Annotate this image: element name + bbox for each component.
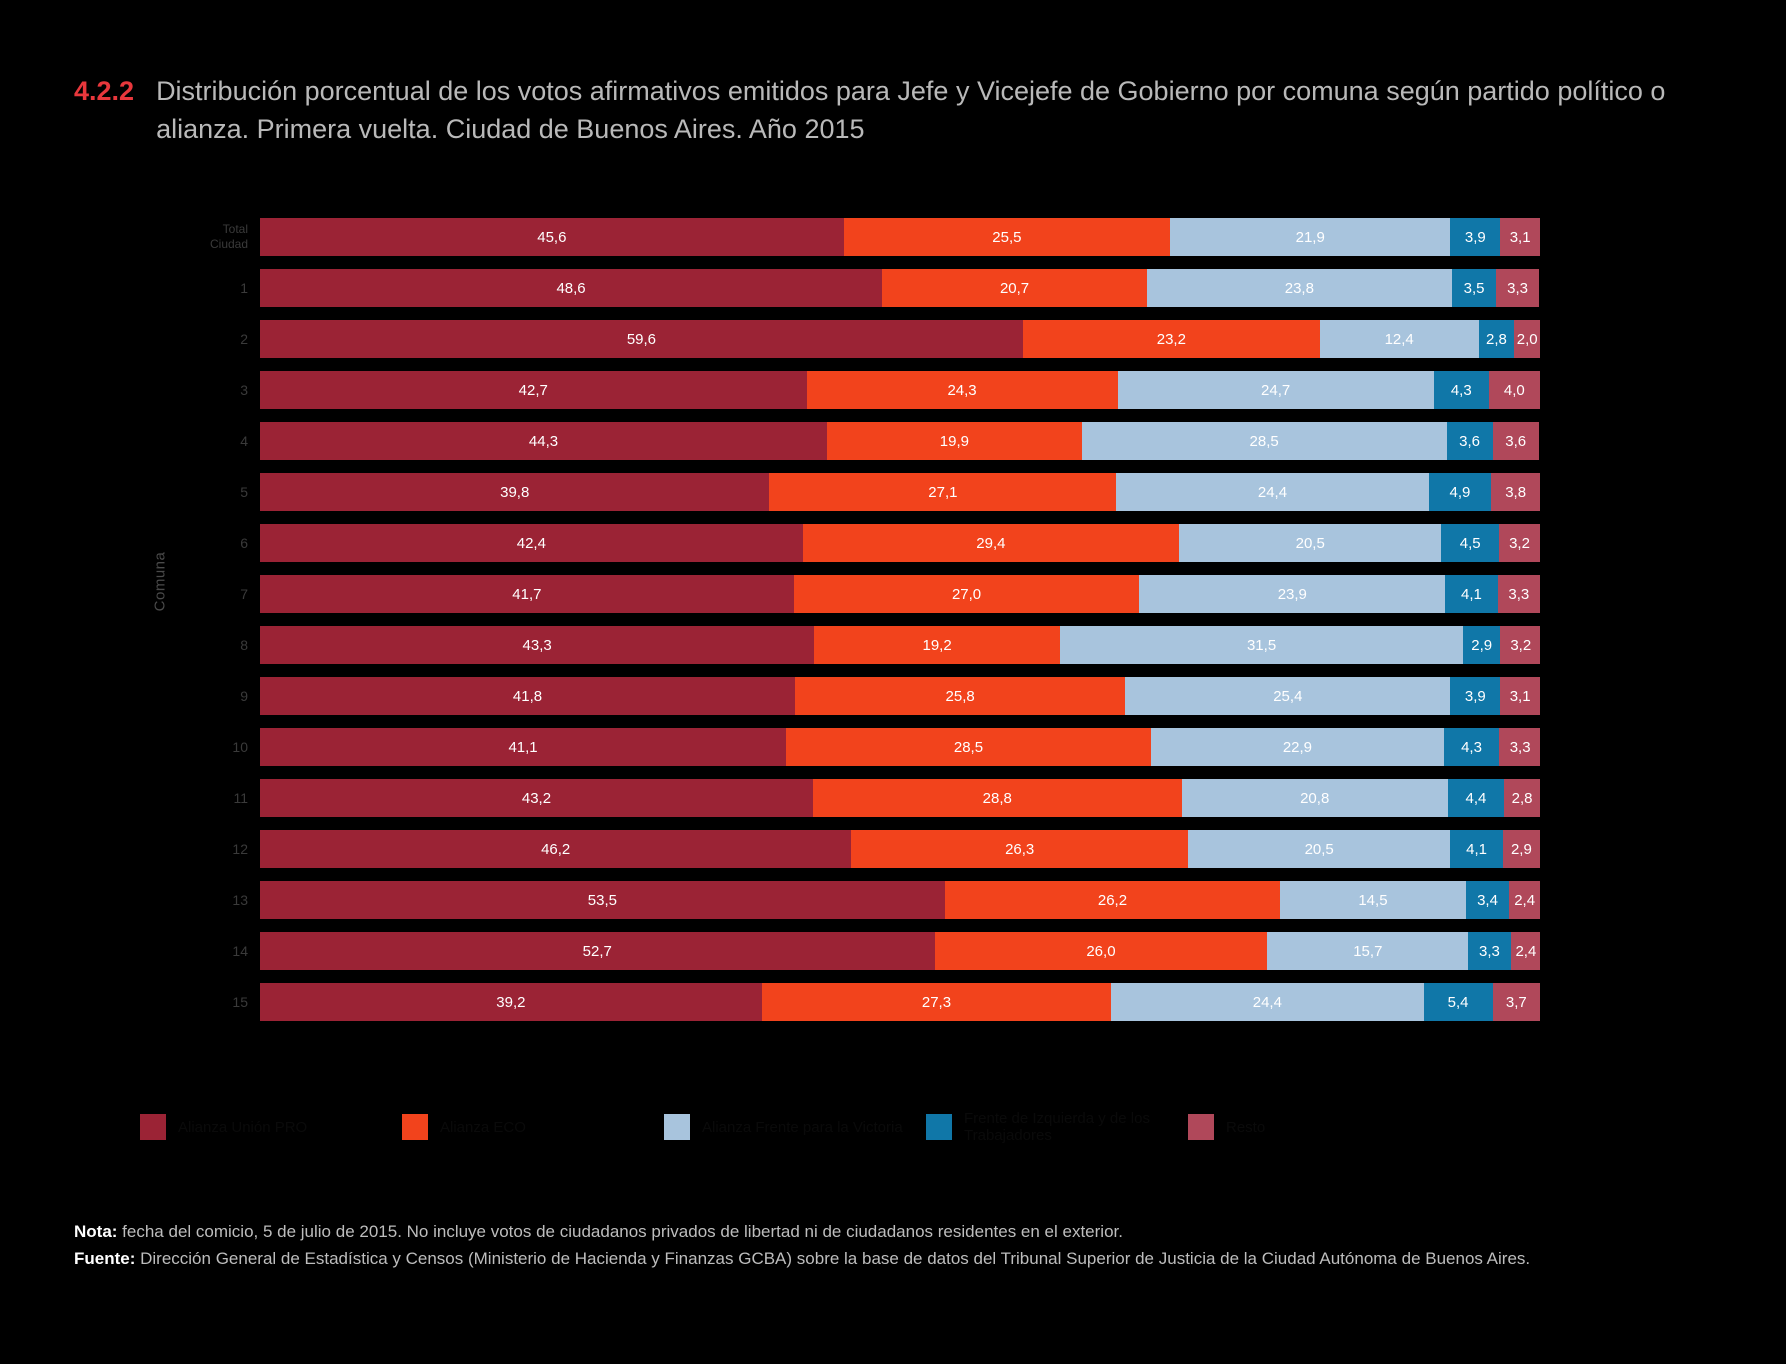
bar-segment: 2,4 xyxy=(1511,932,1540,970)
bar-segment: 43,2 xyxy=(260,779,813,817)
chart-rows xyxy=(210,218,1540,1028)
stacked-bar xyxy=(260,983,1540,1021)
bar-segment: 26,2 xyxy=(945,881,1280,919)
bar-segment: 3,9 xyxy=(1450,677,1500,715)
bar-segment: 14,5 xyxy=(1280,881,1466,919)
bar-segment: 3,4 xyxy=(1466,881,1510,919)
stacked-bar xyxy=(260,320,1540,358)
stacked-bar xyxy=(260,269,1540,307)
bar-segment: 31,5 xyxy=(1060,626,1463,664)
bar-segment: 24,4 xyxy=(1116,473,1428,511)
bar-segment: 28,5 xyxy=(786,728,1151,766)
bar-segment: 3,3 xyxy=(1496,269,1538,307)
bar-segment: 29,4 xyxy=(803,524,1179,562)
bar-segment: 20,5 xyxy=(1188,830,1450,868)
bar-segment: 3,3 xyxy=(1498,575,1540,613)
chart-legend xyxy=(140,1110,1640,1144)
stacked-bar xyxy=(260,626,1540,664)
bar-segment: 44,3 xyxy=(260,422,827,460)
bar-segment: 3,2 xyxy=(1500,626,1540,664)
row-label: 8 xyxy=(240,636,248,653)
chart-number: 4.2.2 xyxy=(74,76,135,106)
chart-title-block xyxy=(74,72,1694,148)
legend-swatch-icon xyxy=(140,1114,166,1140)
chart-row xyxy=(210,626,1540,664)
bar-segment: 3,3 xyxy=(1499,728,1540,766)
bar-segment: 19,9 xyxy=(827,422,1082,460)
bar-segment: 2,8 xyxy=(1504,779,1540,817)
bar-segment: 12,4 xyxy=(1320,320,1479,358)
bar-segment: 23,2 xyxy=(1023,320,1320,358)
row-label: Total Ciudad xyxy=(210,222,249,251)
bar-segment: 3,9 xyxy=(1450,218,1500,256)
bar-segment: 41,7 xyxy=(260,575,794,613)
bar-segment: 20,5 xyxy=(1179,524,1441,562)
bar-segment: 2,4 xyxy=(1509,881,1540,919)
legend-swatch-icon xyxy=(1188,1114,1214,1140)
row-label: 10 xyxy=(232,738,248,755)
row-label: 13 xyxy=(232,891,248,908)
bar-segment: 41,8 xyxy=(260,677,795,715)
chart-row xyxy=(210,575,1540,613)
bar-segment: 24,7 xyxy=(1118,371,1434,409)
row-label: 6 xyxy=(240,534,248,551)
footnote-fuente-label: Fuente: xyxy=(74,1249,136,1268)
stacked-bar xyxy=(260,371,1540,409)
row-label: 7 xyxy=(240,585,248,602)
chart-row xyxy=(210,422,1540,460)
stacked-bar xyxy=(260,422,1540,460)
bar-segment: 43,3 xyxy=(260,626,814,664)
legend-label: Alianza Frente para la Victoria xyxy=(702,1118,903,1136)
bar-segment: 3,7 xyxy=(1493,983,1540,1021)
legend-swatch-icon xyxy=(664,1114,690,1140)
bar-segment: 24,4 xyxy=(1111,983,1423,1021)
bar-segment: 4,5 xyxy=(1441,524,1499,562)
bar-segment: 46,2 xyxy=(260,830,851,868)
bar-segment: 19,2 xyxy=(814,626,1060,664)
row-label: 2 xyxy=(240,330,248,347)
bar-segment: 24,3 xyxy=(807,371,1118,409)
bar-segment: 3,1 xyxy=(1500,677,1540,715)
legend-label: Alianza ECO xyxy=(440,1118,526,1136)
legend-item[interactable] xyxy=(664,1110,926,1144)
legend-swatch-icon xyxy=(926,1114,952,1140)
legend-label: Frente de Izquierda y de los Trabajadores xyxy=(964,1110,1150,1144)
chart-row xyxy=(210,269,1540,307)
bar-segment: 3,2 xyxy=(1499,524,1540,562)
bar-segment: 4,1 xyxy=(1450,830,1502,868)
bar-segment: 4,3 xyxy=(1444,728,1499,766)
footnote-fuente-text: Dirección General de Estadística y Censos (Ministerio de Hacienda y Finanzas GCBA) sobre la base de datos del Tribunal Superior de Justicia de la Ciudad Autónoma de Buenos Aires. xyxy=(135,1249,1531,1268)
chart-row xyxy=(210,983,1540,1021)
row-label: 3 xyxy=(240,381,248,398)
footnote-nota-text: fecha del comicio, 5 de julio de 2015. No incluye votos de ciudadanos privados de libertad ni de ciudadanos residentes en el exterior. xyxy=(117,1222,1123,1241)
row-label: 1 xyxy=(240,279,248,296)
row-label: 14 xyxy=(232,942,248,959)
bar-segment: 2,8 xyxy=(1479,320,1515,358)
legend-swatch-icon xyxy=(402,1114,428,1140)
bar-segment: 52,7 xyxy=(260,932,935,970)
bar-segment: 4,0 xyxy=(1489,371,1540,409)
y-axis-title: Comuna xyxy=(151,551,169,612)
bar-segment: 27,0 xyxy=(794,575,1140,613)
chart-row xyxy=(210,473,1540,511)
bar-segment: 26,0 xyxy=(935,932,1268,970)
bar-segment: 27,1 xyxy=(769,473,1116,511)
row-label: 9 xyxy=(240,687,248,704)
bar-segment: 27,3 xyxy=(762,983,1111,1021)
bar-segment: 3,1 xyxy=(1500,218,1540,256)
bar-segment: 2,0 xyxy=(1514,320,1540,358)
bar-segment: 20,7 xyxy=(882,269,1147,307)
row-label: 15 xyxy=(232,993,248,1010)
row-label: 12 xyxy=(232,840,248,857)
chart-row xyxy=(210,677,1540,715)
row-label: 5 xyxy=(240,483,248,500)
chart-row xyxy=(210,881,1540,919)
chart-row xyxy=(210,779,1540,817)
bar-segment: 28,5 xyxy=(1082,422,1447,460)
bar-segment: 15,7 xyxy=(1267,932,1468,970)
row-label: 4 xyxy=(240,432,248,449)
stacked-bar xyxy=(260,218,1540,256)
bar-segment: 23,9 xyxy=(1139,575,1445,613)
bar-segment: 3,5 xyxy=(1452,269,1497,307)
bar-segment: 3,6 xyxy=(1447,422,1493,460)
legend-item[interactable] xyxy=(1188,1110,1450,1144)
legend-label: Resto xyxy=(1226,1118,1266,1136)
stacked-bar xyxy=(260,830,1540,868)
stacked-bar xyxy=(260,728,1540,766)
bar-segment: 3,6 xyxy=(1493,422,1539,460)
chart-row xyxy=(210,320,1540,358)
bar-segment: 26,3 xyxy=(851,830,1188,868)
bar-segment: 23,8 xyxy=(1147,269,1452,307)
chart-row xyxy=(210,932,1540,970)
row-label: 11 xyxy=(233,789,248,806)
bar-segment: 22,9 xyxy=(1151,728,1444,766)
page-title: Distribución porcentual de los votos afirmativos emitidos para Jefe y Vicejefe de Gobierno por comuna según partido político o alianza. Primera vuelta. Ciudad de Buenos Aires. Año 2015 xyxy=(156,76,1666,144)
stacked-bar-chart xyxy=(140,218,1540,1028)
chart-row xyxy=(210,218,1540,256)
bar-segment: 20,8 xyxy=(1182,779,1448,817)
bar-segment: 3,8 xyxy=(1491,473,1540,511)
bar-segment: 45,6 xyxy=(260,218,844,256)
bar-segment: 39,2 xyxy=(260,983,762,1021)
legend-label: Alianza Unión PRO xyxy=(178,1118,308,1136)
legend-item[interactable] xyxy=(140,1110,402,1144)
bar-segment: 2,9 xyxy=(1463,626,1500,664)
bar-segment: 4,3 xyxy=(1434,371,1489,409)
stacked-bar xyxy=(260,932,1540,970)
legend-item[interactable] xyxy=(402,1110,664,1144)
bar-segment: 25,5 xyxy=(844,218,1170,256)
bar-segment: 41,1 xyxy=(260,728,786,766)
bar-segment: 28,8 xyxy=(813,779,1182,817)
stacked-bar xyxy=(260,473,1540,511)
chart-row xyxy=(210,371,1540,409)
bar-segment: 42,7 xyxy=(260,371,807,409)
bar-segment: 53,5 xyxy=(260,881,945,919)
stacked-bar xyxy=(260,881,1540,919)
bar-segment: 4,1 xyxy=(1445,575,1497,613)
bar-segment: 25,4 xyxy=(1125,677,1450,715)
bar-segment: 39,8 xyxy=(260,473,769,511)
bar-segment: 4,9 xyxy=(1429,473,1492,511)
stacked-bar xyxy=(260,677,1540,715)
bar-segment: 3,3 xyxy=(1468,932,1510,970)
bar-segment: 59,6 xyxy=(260,320,1023,358)
bar-segment: 2,9 xyxy=(1503,830,1540,868)
bar-segment: 25,8 xyxy=(795,677,1125,715)
bar-segment: 42,4 xyxy=(260,524,803,562)
bar-segment: 21,9 xyxy=(1170,218,1450,256)
footnote-nota-label: Nota: xyxy=(74,1222,118,1241)
footnote-nota xyxy=(74,1218,1634,1245)
chart-row xyxy=(210,728,1540,766)
stacked-bar xyxy=(260,779,1540,817)
chart-row xyxy=(210,524,1540,562)
bar-segment: 48,6 xyxy=(260,269,882,307)
bar-segment: 5,4 xyxy=(1424,983,1493,1021)
bar-segment: 4,4 xyxy=(1448,779,1504,817)
footnote-fuente xyxy=(74,1245,1634,1272)
footnote xyxy=(74,1218,1634,1272)
chart-row xyxy=(210,830,1540,868)
stacked-bar xyxy=(260,524,1540,562)
stacked-bar xyxy=(260,575,1540,613)
legend-item[interactable] xyxy=(926,1110,1188,1144)
